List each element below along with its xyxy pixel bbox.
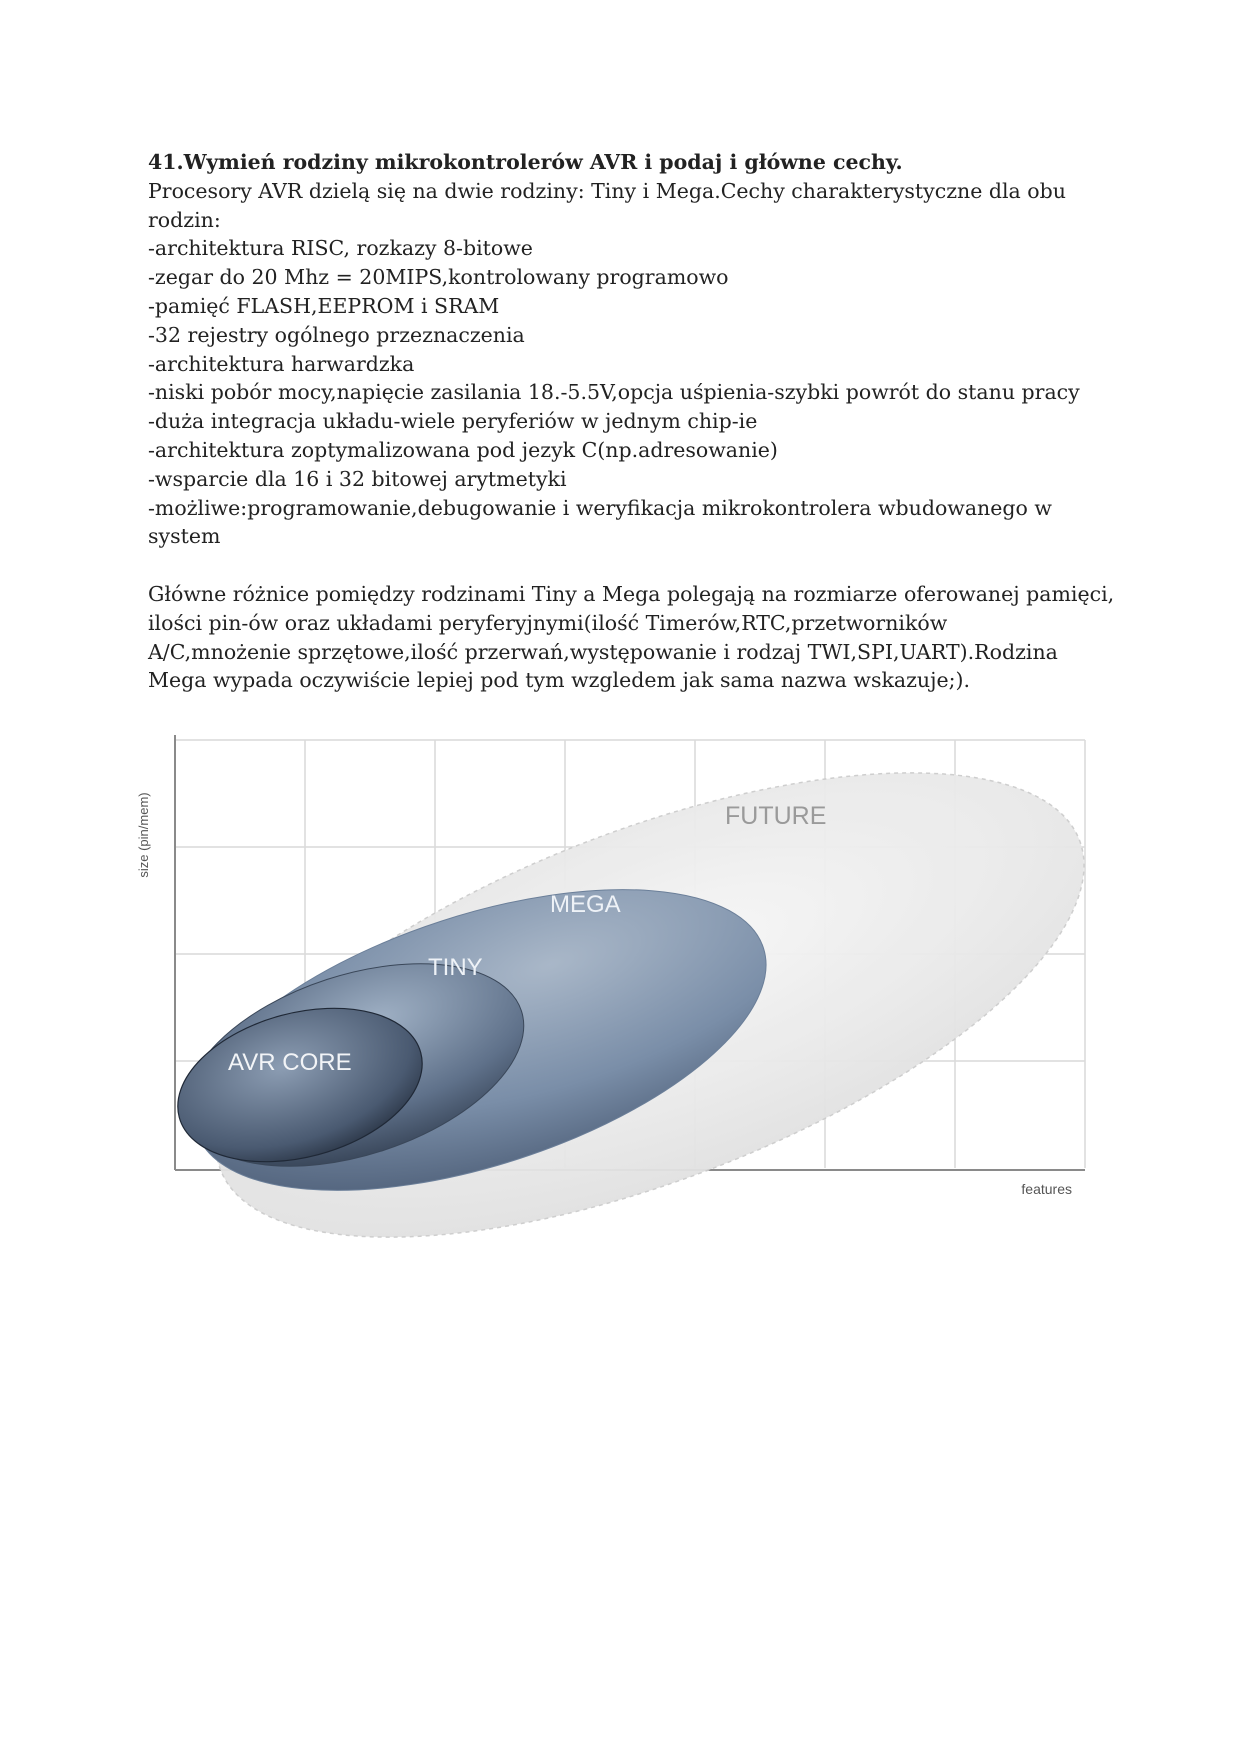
- feature-item: -architektura harwardzka: [148, 351, 415, 376]
- mega-label: MEGA: [550, 891, 621, 918]
- tiny-label: TINY: [428, 954, 483, 981]
- feature-item: -niski pobór mocy,napięcie zasilania 18.-5.5V,opcja uśpienia-szybki powrót do stanu pracy: [148, 380, 1080, 405]
- summary-line: ilości pin-ów oraz układami peryferyjnymi(ilość Timerów,RTC,przetworników: [148, 610, 948, 635]
- feature-item: -zegar do 20 Mhz = 20MIPS,kontrolowany programowo: [148, 265, 729, 290]
- feature-item: -możliwe:programowanie,debugowanie i weryfikacja mikrokontrolera wbudowanego w: [148, 495, 1052, 520]
- diagram-svg: [136, 730, 1090, 1260]
- question-heading: 41.Wymień rodziny mikrokontrolerów AVR i podaj i główne cechy.: [148, 150, 903, 174]
- feature-item: -architektura RISC, rozkazy 8-bitowe: [148, 236, 533, 261]
- y-axis-label: size (pin/mem): [136, 792, 151, 878]
- summary-line: Mega wypada oczywiście lepiej pod tym wzgledem jak sama nazwa wskazuje;).: [148, 668, 971, 693]
- feature-item: -pamięć FLASH,EEPROM i SRAM: [148, 293, 500, 318]
- x-axis-label: features: [1021, 1181, 1072, 1197]
- future-label: FUTURE: [725, 802, 827, 830]
- feature-item: -architektura zoptymalizowana pod jezyk C(np.adresowanie): [148, 437, 778, 462]
- intro-line: Procesory AVR dzielą się na dwie rodziny: Tiny i Mega.Cechy charakterystyczne dla obu: [148, 178, 1066, 203]
- avr-core-label: AVR CORE: [228, 1049, 352, 1076]
- intro-line: rodzin:: [148, 207, 221, 232]
- avr-families-diagram: [136, 730, 1090, 1260]
- feature-item: -duża integracja układu-wiele peryferiów w jednym chip-ie: [148, 409, 758, 434]
- summary-line: A/C,mnożenie sprzętowe,ilość przerwań,występowanie i rodzaj TWI,SPI,UART).Rodzina: [148, 639, 1058, 664]
- feature-item: -32 rejestry ogólnego przeznaczenia: [148, 322, 525, 347]
- text-content: [148, 148, 1115, 695]
- summary-line: Główne różnice pomiędzy rodzinami Tiny a Mega polegają na rozmiarze oferowanej pamięci,: [148, 581, 1115, 606]
- feature-item: -wsparcie dla 16 i 32 bitowej arytmetyki: [148, 466, 567, 491]
- feature-item: system: [148, 524, 221, 549]
